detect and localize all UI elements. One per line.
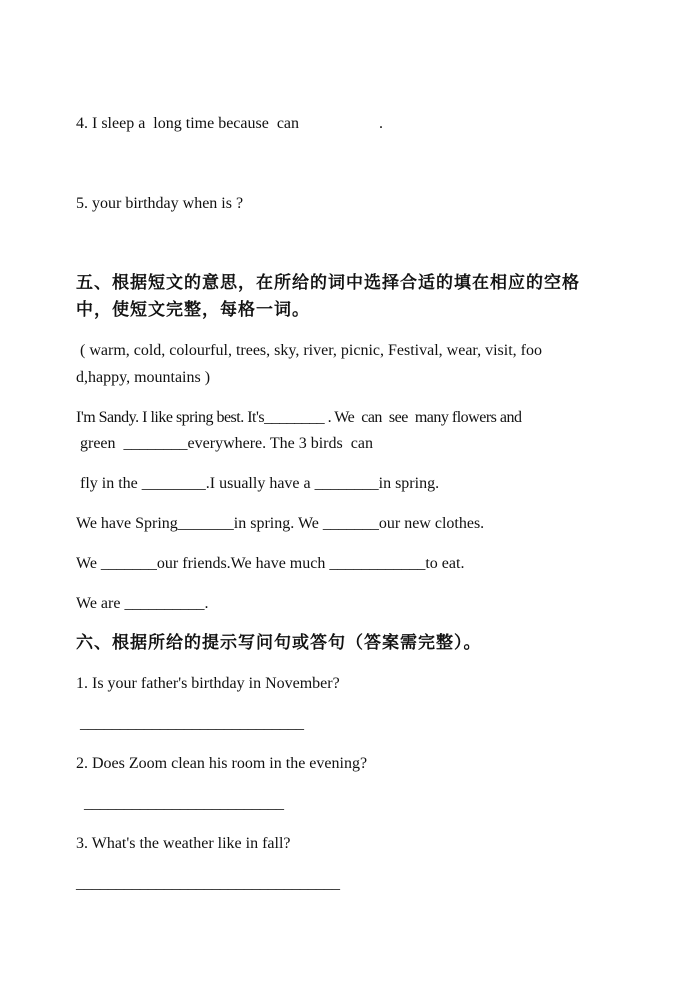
word-bank-line-2: d,happy, mountains ) [76,369,211,386]
section-5-heading-line-1: 五、根据短文的意思，在所给的词中选择合适的填在相应的空格 [76,273,580,293]
section-6-question-2: 2. Does Zoom clean his room in the evening? [76,755,368,772]
question-4: 4. I sleep a long time because can . [76,115,384,132]
passage-line-5: We _______our friends.We have much ____________to eat. [76,555,465,572]
section-6-heading: 六、根据所给的提示写问句或答句（答案需完整）。 [76,633,482,653]
passage-line-6: We are __________. [76,595,209,612]
answer-line-2: _________________________ [76,795,284,812]
section-6-question-1: 1. Is your father's birthday in November? [76,675,340,692]
question-5: 5. your birthday when is ? [76,195,244,212]
passage-line-2: green ________everywhere. The 3 birds can [76,435,373,452]
passage-line-1: I'm Sandy. I like spring best. It's________ . We can see many flowers and [76,409,522,426]
section-6-question-3: 3. What's the weather like in fall? [76,835,291,852]
passage-line-4: We have Spring_______in spring. We _______our new clothes. [76,515,485,532]
answer-line-3: _________________________________ [76,875,340,892]
word-bank-line-1: ( warm, cold, colourful, trees, sky, river, picnic, Festival, wear, visit, foo [76,342,542,359]
passage-line-3: fly in the ________.I usually have a ________in spring. [76,475,440,492]
section-5-heading-line-2: 中，使短文完整，每格一词。 [76,300,310,320]
answer-line-1: ____________________________ [76,715,304,732]
